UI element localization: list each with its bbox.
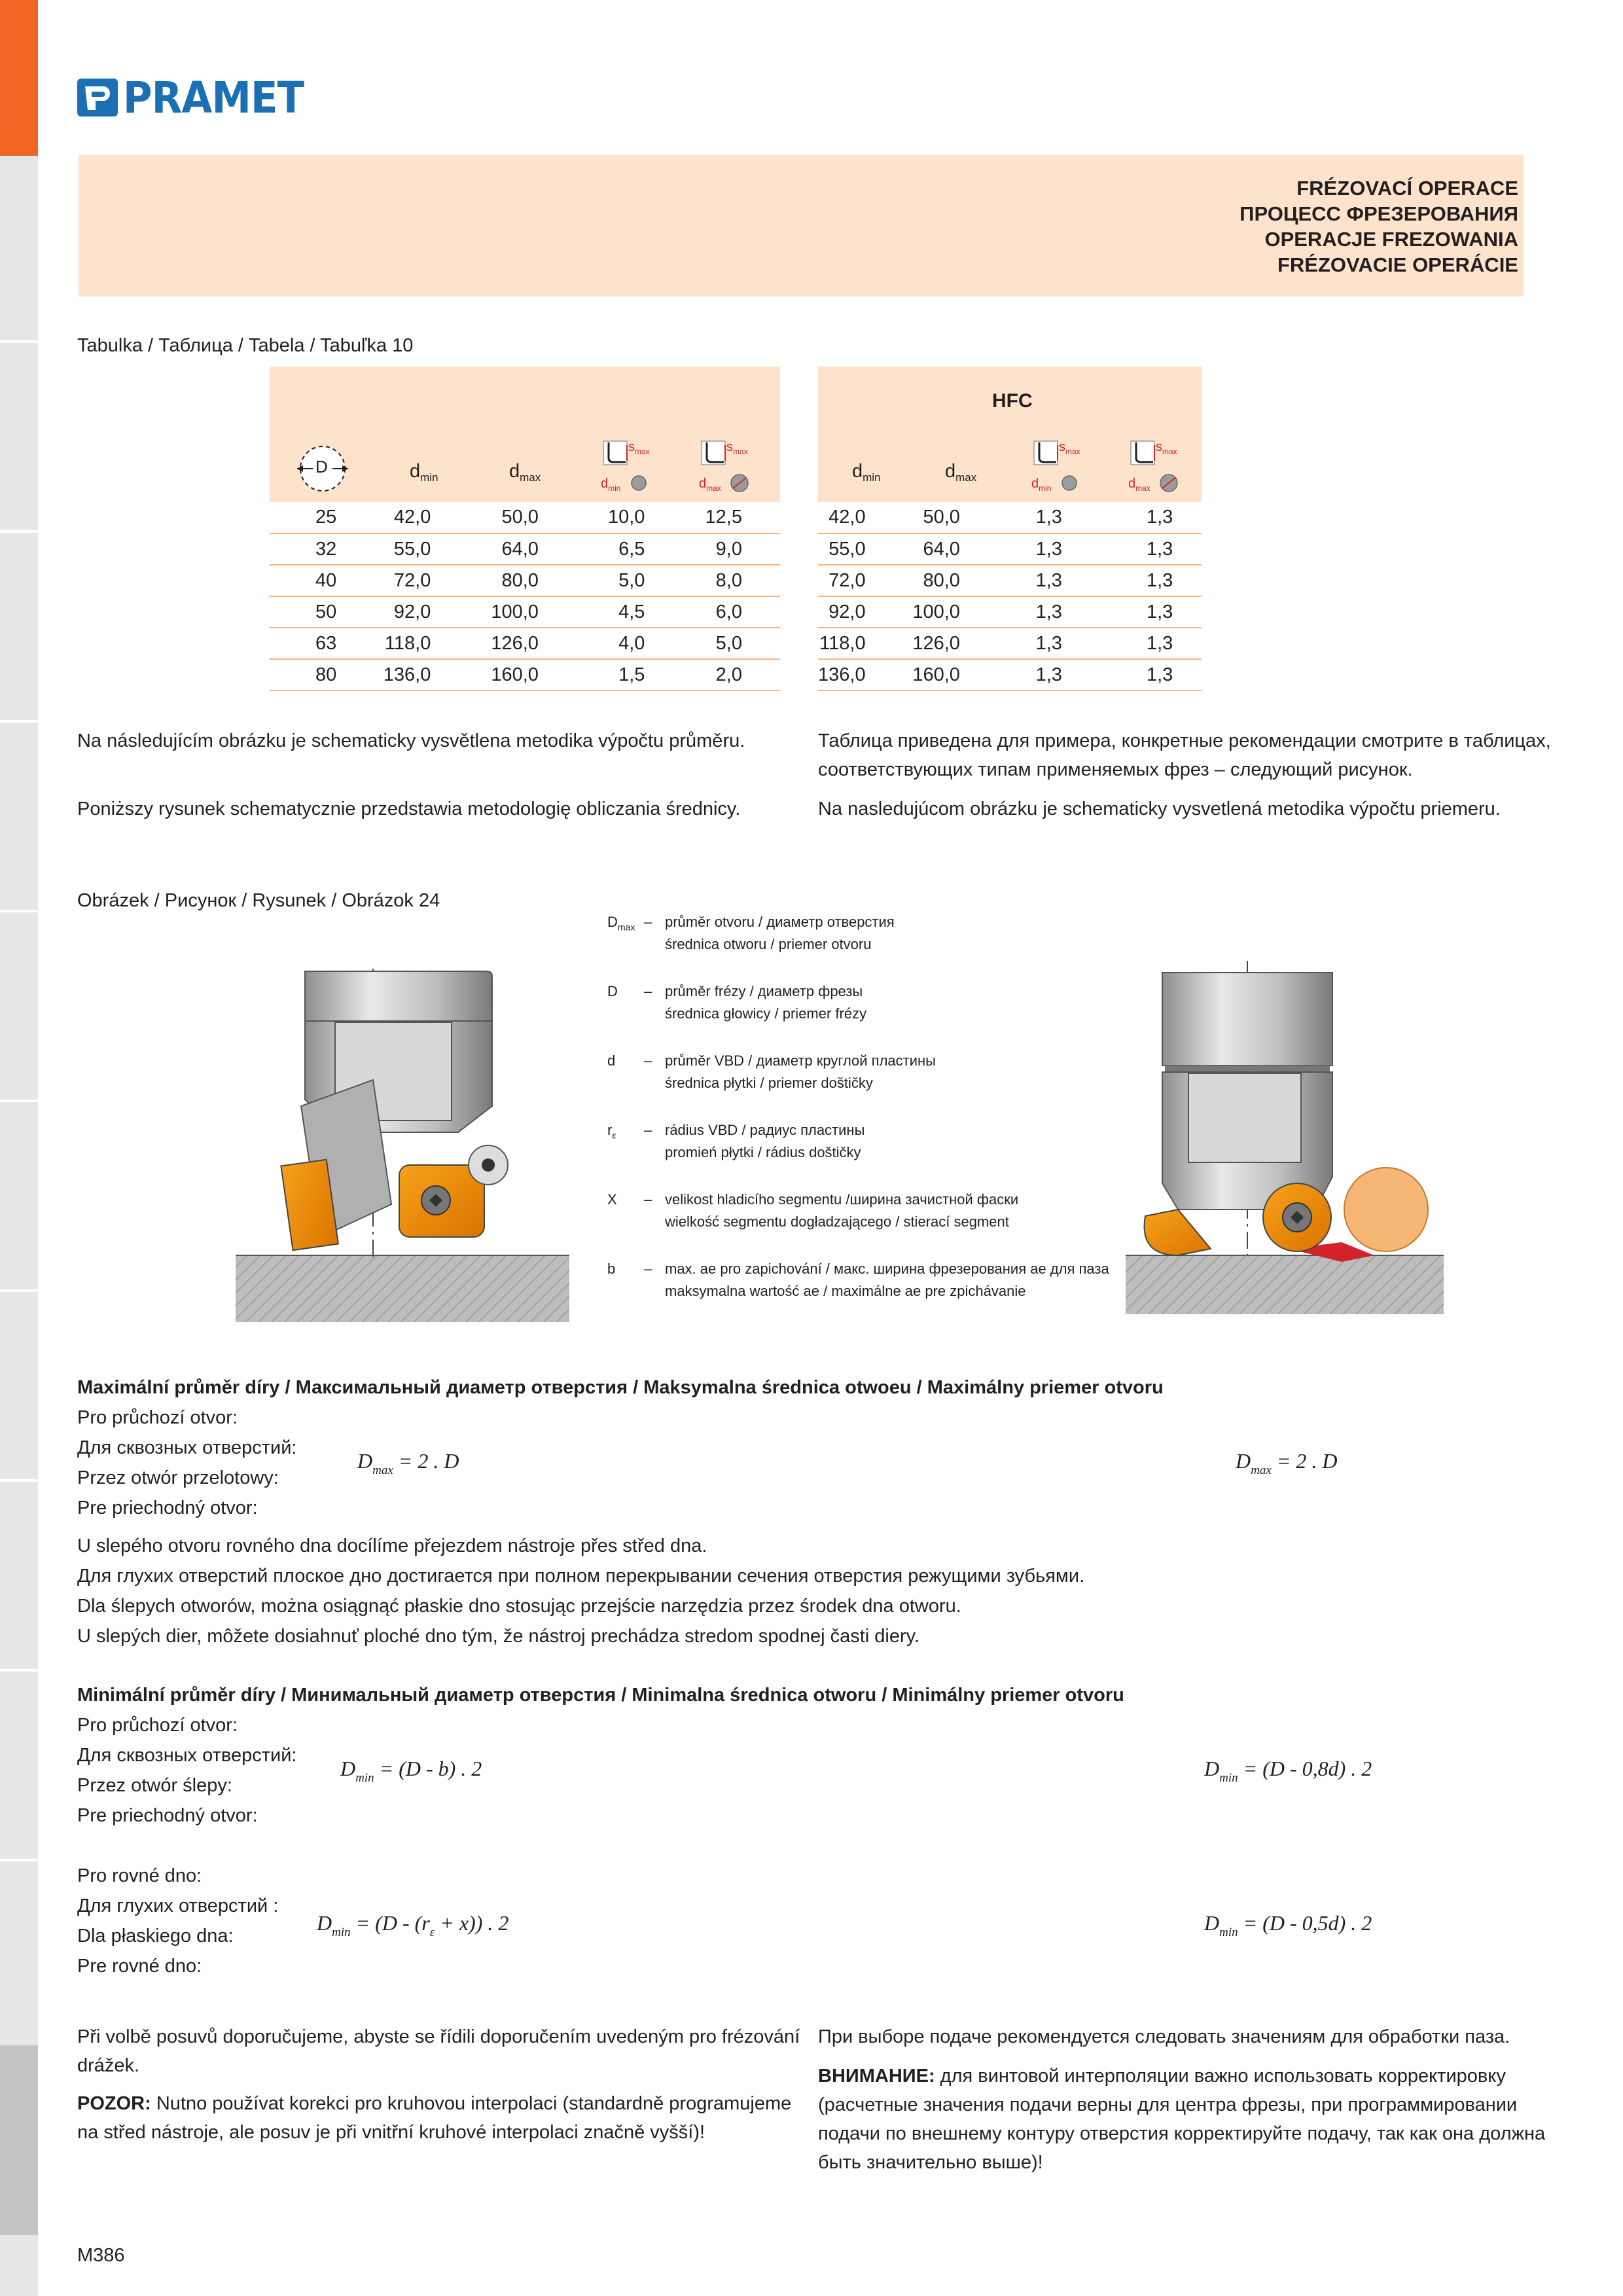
legend-text: promień płytki / rádius doštičky: [665, 1144, 861, 1160]
legend-symbol: X: [607, 1191, 617, 1208]
table1-cell: 1,5: [567, 659, 674, 691]
table2-cell: 1,3: [986, 596, 1088, 628]
formula-dmax-left: $D_{max} = 2$ . D: [357, 1449, 459, 1477]
table2-pad: [1173, 533, 1202, 565]
sidebar-divider: [0, 1289, 38, 1292]
title-sk: FRÉZOVACIE OPERÁCIE: [1277, 253, 1518, 276]
min-label: Pre priechodný otvor:: [77, 1805, 258, 1826]
sidebar-divider: [0, 340, 38, 343]
min-label: Pre rovné dno:: [77, 1956, 202, 1977]
table2-cell: 64,0: [892, 533, 986, 565]
table1-cell: 64,0: [459, 533, 567, 565]
table1-cell: 4,0: [567, 628, 674, 659]
table2-cell: 1,3: [1088, 533, 1173, 565]
smax-dmax-icon: $s_{max}$ $d_{max}$: [699, 440, 748, 493]
table1-cell: 50: [270, 596, 338, 628]
table2-cell: 1,3: [986, 628, 1088, 659]
table1-cell: 50,0: [459, 502, 567, 533]
table2-cell: 1,3: [986, 659, 1088, 691]
table2-cell: 118,0: [818, 628, 892, 659]
table-row: [270, 628, 780, 659]
legend-text: średnica płytki / priemer doštičky: [665, 1075, 873, 1091]
col-dmax: $d_{max}$: [945, 461, 977, 484]
smax-dmin-icon: $s_{max}$ $d_{min}$: [601, 440, 650, 493]
intro-sk: Na nasledujúcom obrázku je schematicky vysvetlená metodika výpočtu priemeru.: [818, 798, 1501, 819]
legend-text: średnica otworu / priemer otvoru: [665, 936, 872, 952]
table2-header: [818, 367, 1202, 502]
table-row: [270, 533, 780, 565]
legend-dash: –: [644, 914, 652, 930]
sidebar-divider: [0, 910, 38, 912]
legend-text: průměr VBD / диаметр круглой пластины: [665, 1052, 936, 1069]
sidebar: [0, 0, 38, 2296]
table2-pad: [1173, 502, 1202, 533]
table1-cell: 55,0: [338, 533, 459, 565]
table1-cell: 12,5: [673, 502, 780, 533]
legend-text: max. ae pro zapichování / макс. ширина фрезерования ae для паза: [665, 1261, 1109, 1277]
table1-cell: 8,0: [673, 565, 780, 596]
footer-pozor-1: POZOR: Nutno používat korekci pro kruhovou interpolaci (standardně programujeme: [77, 2093, 792, 2114]
col-dmax: $d_{max}$: [509, 461, 541, 484]
legend-symbol: d: [607, 1052, 616, 1069]
legend-dash: –: [644, 1052, 652, 1069]
table-row: [818, 596, 1202, 628]
table2-cell: 80,0: [892, 565, 986, 596]
table2-title: HFC: [992, 390, 1033, 412]
formula-dmin-b-left: $D_{min} = (D - (r_\varepsilon + x))$ . 2: [317, 1911, 509, 1939]
legend-text: průměr frézy / диаметр фрезы: [665, 983, 863, 999]
table1-cell: 80: [270, 659, 338, 691]
table-row: [818, 565, 1202, 596]
max-note: Для глухих отверстий плоское дно достигается при полном перекрывании сечения отверстия режущими зубьями.: [77, 1566, 1085, 1587]
formula-dmin-b-right: $D_{min} = (D - 0,5d)$ . 2: [1204, 1911, 1372, 1939]
table1-cell: 160,0: [459, 659, 567, 691]
milling-diagram-left: [236, 969, 569, 1322]
legend-dash: –: [644, 1191, 652, 1208]
title-pl: OPERACJE FREZOWANIA: [1264, 228, 1518, 251]
table2-cell: 92,0: [818, 596, 892, 628]
legend-dash: –: [644, 983, 652, 999]
col-dmin: $d_{min}$: [410, 461, 438, 484]
sidebar-divider: [0, 1859, 38, 1861]
footer-ru-1: При выборе подаче рекомендуется следовать значениям для обработки паза.: [818, 2026, 1510, 2047]
footer-vnimanie-2: (расчетные значения подачи верны для центра фрезы, при программировании: [818, 2094, 1518, 2115]
table2-pad: [1173, 596, 1202, 628]
legend-text: rádius VBD / радиус пластины: [665, 1122, 865, 1138]
table1-cell: 25: [270, 502, 338, 533]
max-note: Dla ślepych otworów, można osiągnąć płaskie dno stosując przejście narzędzia przez środek dna otworu.: [77, 1596, 961, 1617]
max-section-heading: Maximální průměr díry / Максимальный диаметр отверстия / Maksymalna średnica otwoeu / Maximálny priemer otvoru: [77, 1377, 1164, 1398]
legend-symbol: D: [607, 983, 618, 999]
brand-name: PRAMET: [123, 72, 304, 123]
table2-pad: [1173, 659, 1202, 691]
table1-cell: 2,0: [673, 659, 780, 691]
max-label: Pro průchozí otvor:: [77, 1407, 238, 1428]
table-row: [270, 659, 780, 691]
table1-cell: 126,0: [459, 628, 567, 659]
table2-cell: 50,0: [892, 502, 986, 533]
page-title: [1240, 175, 1518, 278]
table1-cell: 6,0: [673, 596, 780, 628]
max-label: Przez otwór przelotowy:: [77, 1467, 279, 1488]
table2-cell: 1,3: [1088, 659, 1173, 691]
table1: [270, 502, 780, 691]
intro-pl: Poniższy rysunek schematycznie przedstawia metodologię obliczania średnicy.: [77, 798, 741, 819]
legend-text: průměr otvoru / диаметр отверстия: [665, 914, 895, 930]
table2-cell: 1,3: [1088, 565, 1173, 596]
sidebar-divider: [0, 530, 38, 533]
table2-pad: [1173, 565, 1202, 596]
table-row: [818, 502, 1202, 533]
pramet-logo: [76, 72, 319, 123]
sidebar-divider: [0, 1479, 38, 1482]
footer-vnimanie-1: ВНИМАНИЕ: для винтовой интерполяции важно использовать корректировку: [818, 2066, 1506, 2087]
formula-dmin-a-right: $D_{min} = (D - 0,8d)$ . 2: [1204, 1757, 1372, 1785]
smax-dmax-icon: $s_{max}$ $d_{max}$: [1128, 440, 1177, 493]
table-caption: Tabulka / Таблица / Tabela / Tabuľka 10: [77, 335, 414, 356]
table-row: [818, 659, 1202, 691]
title-ru: ПРОЦЕСС ФРЕЗЕРОВАНИЯ: [1240, 202, 1518, 225]
title-cz: FRÉZOVACÍ OPERACE: [1296, 177, 1518, 200]
legend-dash: –: [644, 1261, 652, 1277]
table1-header: [270, 367, 780, 502]
table1-cell: 100,0: [459, 596, 567, 628]
table2-cell: 55,0: [818, 533, 892, 565]
table1-cell: 40: [270, 565, 338, 596]
legend-symbol: $D_{max}$: [607, 914, 635, 933]
sidebar-divider: [0, 1669, 38, 1672]
table1-cell: 72,0: [338, 565, 459, 596]
table2-cell: 72,0: [818, 565, 892, 596]
intro-ru-1: Таблица приведена для примера, конкретные рекомендации смотрите в таблицах,: [818, 730, 1551, 751]
min-section-heading: Minimální průměr díry / Минимальный диаметр отверстия / Minimalna średnica otworu / Minimálny priemer otvoru: [77, 1685, 1124, 1706]
table1-cell: 92,0: [338, 596, 459, 628]
table1-cell: 5,0: [673, 628, 780, 659]
milling-diagram-right: [1126, 961, 1444, 1314]
table1-cell: 9,0: [673, 533, 780, 565]
table2-cell: 1,3: [986, 502, 1088, 533]
table2-cell: 100,0: [892, 596, 986, 628]
min-label: Для сквозных отверстий:: [77, 1745, 297, 1766]
table-row: [270, 502, 780, 533]
page-number: M386: [77, 2245, 125, 2266]
legend-symbol: b: [607, 1261, 616, 1277]
sidebar-divider: [0, 1100, 38, 1102]
table-row: [818, 533, 1202, 565]
pramet-logo-icon: [76, 76, 119, 119]
footer-vnimanie-3: подачи по внешнему контуру отверстия корректируйте подачу, так как она должна: [818, 2123, 1546, 2144]
table1-cell: 63: [270, 628, 338, 659]
table1-cell: 118,0: [338, 628, 459, 659]
table2-cell: 1,3: [986, 565, 1088, 596]
table2-cell: 1,3: [1088, 502, 1173, 533]
table1-cell: 32: [270, 533, 338, 565]
sidebar-section-marker: [0, 2045, 38, 2235]
legend-symbol: $r_\varepsilon$: [607, 1122, 616, 1141]
legend-text: velikost hladicího segmentu /ширина зачистной фаски: [665, 1191, 1019, 1208]
max-note: U slepých dier, môžete dosiahnuť ploché dno tým, že nástroj prechádza stredom spodnej časti diery.: [77, 1626, 920, 1647]
min-label: Przez otwór ślepy:: [77, 1775, 232, 1796]
table1-symbol-D: D: [315, 457, 328, 476]
table1-cell: 42,0: [338, 502, 459, 533]
intro-cz: Na následujícím obrázku je schematicky vysvětlena metodika výpočtu průměru.: [77, 730, 745, 751]
table2-cell: 136,0: [818, 659, 892, 691]
sidebar-divider: [0, 720, 38, 723]
table2-cell: 42,0: [818, 502, 892, 533]
table2-cell: 160,0: [892, 659, 986, 691]
legend-text: średnica głowicy / priemer frézy: [665, 1005, 867, 1022]
table1-cell: 6,5: [567, 533, 674, 565]
table1-cell: 80,0: [459, 565, 567, 596]
footer-cz-1: Při volbě posuvů doporučujeme, abyste se řídili doporučením uvedeným pro frézování: [77, 2026, 800, 2047]
table1-cell: 4,5: [567, 596, 674, 628]
footer-pozor-2: na střed nástroje, ale posuv je při vnitřní kruhové interpolaci značně vyšší)!: [77, 2122, 705, 2143]
min-label: Dla płaskiego dna:: [77, 1926, 234, 1946]
table2-cell: 1,3: [1088, 596, 1173, 628]
legend-text: maksymalna wartość ae / maximálne ae pre zpichávanie: [665, 1283, 1026, 1299]
footer-vnimanie-4: быть значительно выше)!: [818, 2152, 1043, 2173]
formula-dmax-right: $D_{max} = 2$ . D: [1236, 1449, 1338, 1477]
table2-cell: 1,3: [1088, 628, 1173, 659]
table-row: [818, 628, 1202, 659]
max-label: Для сквозных отверстий:: [77, 1437, 297, 1458]
min-label: Pro průchozí otvor:: [77, 1715, 238, 1736]
formula-dmin-a-left: $D_{min} = (D - b)$ . 2: [340, 1757, 482, 1785]
table2: [818, 502, 1202, 691]
figure-caption: Obrázek / Рисунок / Rysunek / Obrázok 24: [77, 890, 440, 911]
footer-cz-2: drážek.: [77, 2055, 140, 2076]
intro-ru-2: соответствующих типам применяемых фрез – следующий рисунок.: [818, 759, 1413, 780]
col-dmin: $d_{min}$: [852, 461, 881, 484]
min-label: Pro rovné dno:: [77, 1865, 202, 1886]
smax-dmin-icon: $s_{max}$ $d_{min}$: [1031, 440, 1080, 493]
legend-text: wielkość segmentu dogładzającego / stierací segment: [665, 1213, 1009, 1230]
table2-pad: [1173, 628, 1202, 659]
legend-dash: –: [644, 1122, 652, 1138]
table1-cell: 10,0: [567, 502, 674, 533]
sidebar-accent: [0, 0, 38, 156]
table1-cell: 5,0: [567, 565, 674, 596]
table-row: [270, 596, 780, 628]
table1-cell: 136,0: [338, 659, 459, 691]
max-label: Pre priechodný otvor:: [77, 1498, 258, 1518]
table-row: [270, 565, 780, 596]
min-label: Для глухих отверстий :: [77, 1895, 279, 1916]
max-note: U slepého otvoru rovného dna docílíme přejezdem nástroje přes střed dna.: [77, 1535, 707, 1556]
table2-cell: 1,3: [986, 533, 1088, 565]
table2-cell: 126,0: [892, 628, 986, 659]
